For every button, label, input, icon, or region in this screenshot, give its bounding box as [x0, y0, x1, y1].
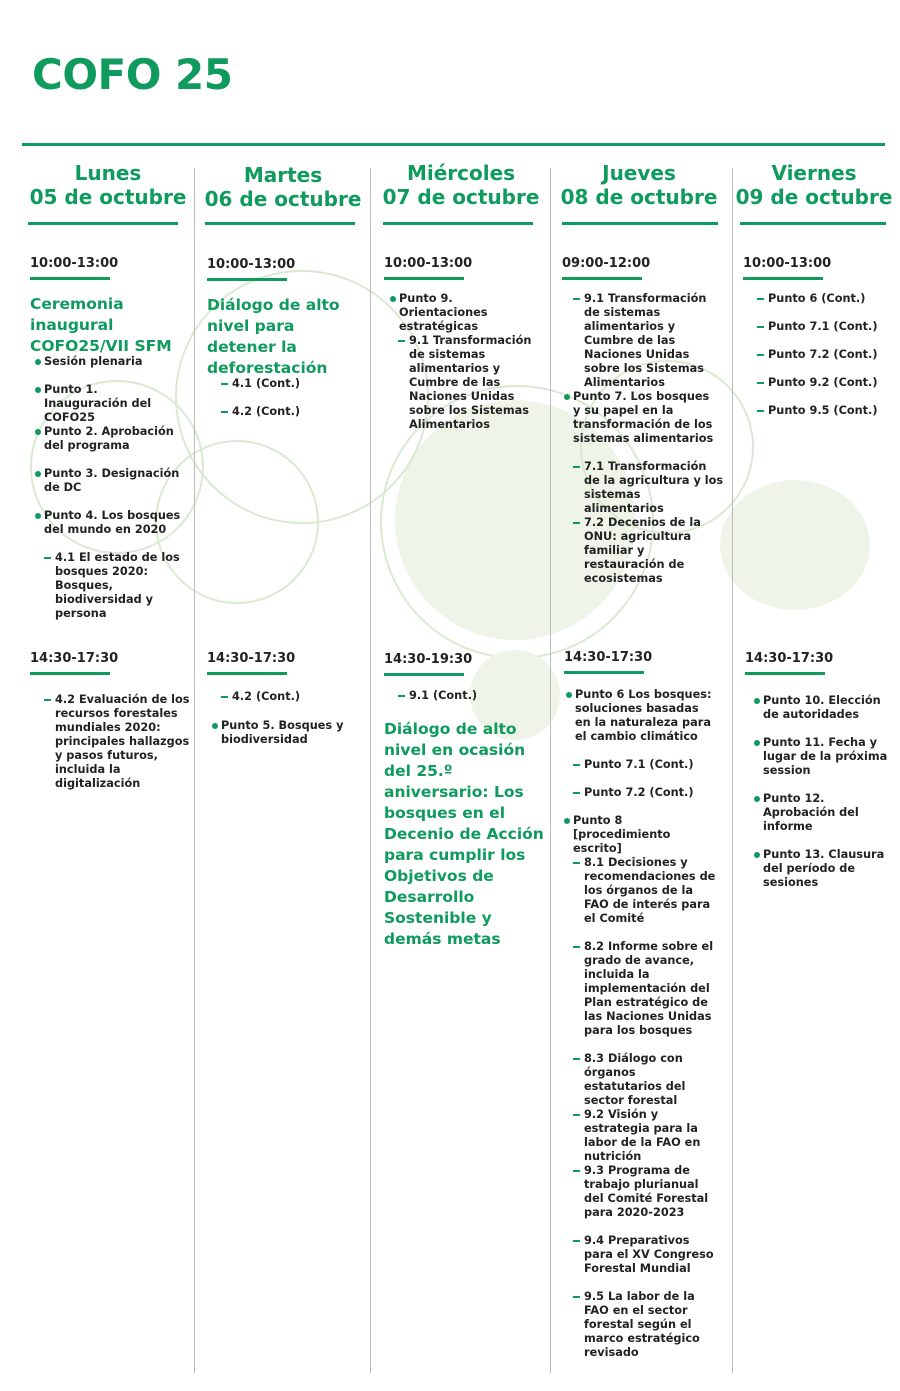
time-rule: [564, 671, 644, 674]
agenda-item: Punto 6 Los bosques: soluciones basadas en la naturaleza para el cambio climático: [575, 688, 715, 744]
agenda-subitem: Punto 6 (Cont.): [768, 292, 888, 306]
column-divider: [550, 168, 551, 1373]
agenda-subitem: 8.2 Informe sobre el grado de avance, incluida la implementación del Plan estratégico de las Naciones Unidas para los bosques: [584, 940, 724, 1038]
agenda-item: Punto 1. Inauguración del COFO25: [44, 383, 184, 425]
agenda-subitem: Punto 7.2 (Cont.): [584, 786, 724, 800]
day-header-fri: Viernes 09 de octubre: [735, 161, 893, 209]
time-rule: [207, 672, 287, 675]
agenda-subitem: Punto 7.1 (Cont.): [584, 758, 724, 772]
time-rule: [745, 672, 825, 675]
time-slot: 14:30-17:30: [207, 651, 296, 666]
agenda-item: Punto 3. Designación de DC: [44, 467, 184, 495]
time-slot: 10:00-13:00: [384, 256, 473, 271]
agenda-item: Punto 2. Aprobación del programa: [44, 425, 184, 453]
session-title: Ceremonia inaugural COFO25/VII SFM: [30, 295, 172, 355]
agenda-subitem: Punto 7.1 (Cont.): [768, 320, 888, 334]
agenda-subitem: 9.4 Preparativos para el XV Congreso Forestal Mundial: [584, 1234, 719, 1276]
day-header-thu: Jueves 08 de octubre: [560, 161, 718, 209]
time-rule: [30, 277, 110, 280]
title-rule: [22, 143, 885, 146]
agenda-subitem: 4.1 (Cont.): [232, 377, 362, 391]
time-slot: 10:00-13:00: [207, 257, 296, 272]
agenda-item: Punto 9. Orientaciones estratégicas: [399, 292, 544, 334]
agenda-subitem: 9.1 Transformación de sistemas alimentarios y Cumbre de las Naciones Unidas sobre los Sistemas Alimentarios: [409, 334, 549, 432]
time-slot: 10:00-13:00: [30, 256, 119, 271]
page-title: COFO 25: [32, 50, 233, 99]
session-title: Diálogo de alto nivel en ocasión del 25.º aniversario: Los bosques en el Decenio de Acción para cumplir los Objetivos de Desarrollo Sostenible y demás metas: [384, 720, 544, 948]
agenda-subitem: Punto 9.5 (Cont.): [768, 404, 888, 418]
agenda-subitem: 9.3 Programa de trabajo plurianual del Comité Forestal para 2020-2023: [584, 1164, 719, 1220]
session-title: Diálogo de alto nivel para detener la deforestación: [207, 296, 340, 377]
day-rule: [205, 222, 355, 225]
agenda-item: Punto 10. Elección de autoridades: [763, 694, 883, 722]
agenda-item: Punto 4. Los bosques del mundo en 2020: [44, 509, 184, 537]
agenda-subitem: 9.2 Visión y estrategia para la labor de la FAO en nutrición: [584, 1108, 724, 1164]
agenda-item: Punto 13. Clausura del período de sesiones: [763, 848, 888, 890]
day-rule: [28, 222, 178, 225]
column-divider: [370, 168, 371, 1373]
time-slot: 09:00-12:00: [562, 256, 651, 271]
time-rule: [384, 277, 464, 280]
agenda-subitem: 7.1 Transformación de la agricultura y los sistemas alimentarios: [584, 460, 724, 515]
time-rule: [743, 277, 823, 280]
agenda-item: Punto 11. Fecha y lugar de la próxima session: [763, 736, 888, 777]
agenda-item: Punto 8 [procedimiento escrito]: [573, 814, 723, 856]
time-rule: [562, 277, 642, 280]
agenda-item: Punto 5. Bosques y biodiversidad: [221, 719, 361, 747]
agenda-subitem: 4.2 (Cont.): [232, 405, 362, 419]
time-rule: [207, 278, 287, 281]
agenda-item: Sesión plenaria: [44, 355, 184, 369]
agenda-subitem: 8.1 Decisiones y recomendaciones de los órganos de la FAO de interés para el Comité: [584, 856, 719, 926]
agenda-subitem: 9.5 La labor de la FAO en el sector forestal según el marco estratégico revisado: [584, 1290, 719, 1360]
time-slot: 14:30-17:30: [564, 650, 653, 665]
time-slot: 14:30-17:30: [745, 651, 834, 666]
agenda-subitem: 9.1 Transformación de sistemas alimentarios y Cumbre de las Naciones Unidas sobre los Sistemas Alimentarios: [584, 292, 724, 390]
day-rule: [383, 222, 533, 225]
agenda-subitem: 7.2 Decenios de la ONU: agricultura familiar y restauración de ecosistemas: [584, 516, 724, 586]
agenda-subitem: 8.3 Diálogo con órganos estatutarios del sector forestal: [584, 1052, 714, 1108]
time-rule: [30, 672, 110, 675]
day-header-tue: Martes 06 de octubre: [204, 163, 362, 211]
agenda-subitem: Punto 9.2 (Cont.): [768, 376, 888, 390]
agenda-subitem: 4.1 El estado de los bosques 2020: Bosques, biodiversidad y persona: [55, 551, 185, 621]
day-header-mon: Lunes 05 de octubre: [29, 161, 187, 209]
agenda-subitem: Punto 7.2 (Cont.): [768, 348, 888, 362]
time-slot: 10:00-13:00: [743, 256, 832, 271]
day-rule: [562, 222, 718, 225]
column-divider: [732, 168, 733, 1373]
day-header-wed: Miércoles 07 de octubre: [382, 161, 540, 209]
agenda-subitem: 9.1 (Cont.): [409, 689, 539, 703]
agenda-subitem: 4.2 (Cont.): [232, 690, 362, 704]
agenda-item: Punto 7. Los bosques y su papel en la transformación de los sistemas alimentarios: [573, 390, 718, 446]
time-slot: 14:30-17:30: [30, 651, 119, 666]
agenda-item: Punto 12. Aprobación del informe: [763, 792, 883, 834]
time-slot: 14:30-19:30: [384, 652, 473, 667]
time-rule: [384, 673, 464, 676]
day-rule: [740, 222, 886, 225]
agenda-subitem: 4.2 Evaluación de los recursos forestales mundiales 2020: principales hallazgos y pasos futuros, incluida la digitalización: [55, 693, 190, 790]
